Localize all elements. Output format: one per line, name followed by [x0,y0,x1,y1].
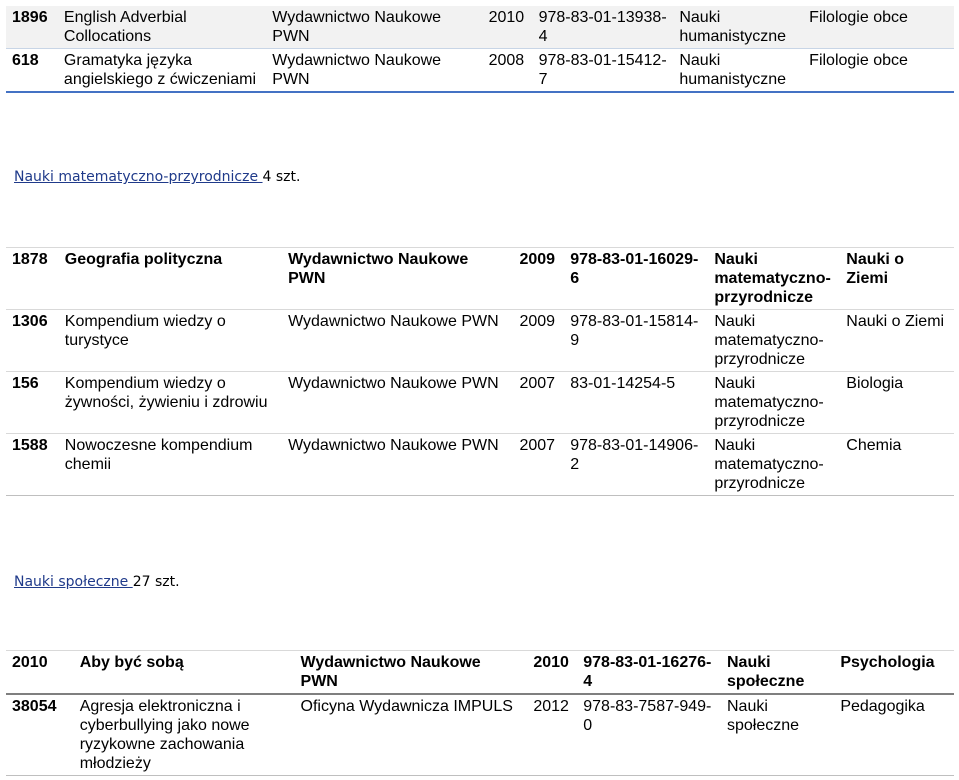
table-row [6,6,954,49]
section-heading-social-sciences [14,573,180,592]
book-isbn: 978-83-01-14906-2 [564,434,708,496]
book-title: Agresja elektroniczna i cyberbullying jako nowe ryzykowne zachowania młodzieży [74,694,295,776]
table-row [6,372,954,434]
table-row [6,694,954,776]
book-field: Nauki matematyczno-przyrodnicze [708,310,840,372]
book-publisher: Wydawnictwo Naukowe PWN [266,6,482,49]
book-title: Aby być sobą [74,651,295,695]
book-title: English Adverbial Collocations [58,6,266,49]
book-title: Nowoczesne kompendium chemii [59,434,282,496]
book-dept: Pedagogika [834,694,954,776]
book-year: 2007 [513,434,564,496]
books-table-social-sciences [6,650,954,776]
book-field: Nauki społeczne [721,651,834,695]
book-number: 618 [6,49,58,93]
item-count: 4 szt. [262,169,301,185]
book-number: 1878 [6,248,59,310]
book-title: Geografia polityczna [59,248,282,310]
book-year: 2008 [483,49,533,93]
table-row [6,310,954,372]
book-title: Gramatyka języka angielskiego z ćwiczeniami [58,49,266,93]
book-number: 156 [6,372,59,434]
book-field: Nauki matematyczno-przyrodnicze [708,434,840,496]
book-title: Kompendium wiedzy o żywności, żywieniu i zdrowiu [59,372,282,434]
book-number: 1896 [6,6,58,49]
book-number: 2010 [6,651,74,695]
book-isbn: 978-83-01-15412-7 [533,49,674,93]
section-heading-natural-sciences [14,168,300,187]
book-year: 2010 [527,651,577,695]
book-year: 2009 [513,248,564,310]
book-title: Kompendium wiedzy o turystyce [59,310,282,372]
book-isbn: 83-01-14254-5 [564,372,708,434]
book-year: 2010 [483,6,533,49]
table-row [6,248,954,310]
book-number: 1306 [6,310,59,372]
book-publisher: Oficyna Wydawnicza IMPULS [295,694,528,776]
book-isbn: 978-83-01-15814-9 [564,310,708,372]
books-table-natural-sciences [6,247,954,496]
book-dept: Psychologia [834,651,954,695]
book-year: 2009 [513,310,564,372]
table-row [6,434,954,496]
book-isbn: 978-83-01-13938-4 [533,6,674,49]
book-publisher: Wydawnictwo Naukowe PWN [282,248,513,310]
book-dept: Filologie obce [803,6,954,49]
book-publisher: Wydawnictwo Naukowe PWN [295,651,528,695]
book-number: 1588 [6,434,59,496]
book-dept: Filologie obce [803,49,954,93]
category-link[interactable]: Nauki społeczne [14,574,133,590]
book-field: Nauki humanistyczne [673,6,803,49]
book-isbn: 978-83-01-16276-4 [577,651,721,695]
books-table-humanities [6,6,954,93]
book-dept: Biologia [840,372,954,434]
book-year: 2007 [513,372,564,434]
book-dept: Chemia [840,434,954,496]
category-link[interactable]: Nauki matematyczno-przyrodnicze [14,169,263,185]
book-year: 2012 [527,694,577,776]
book-field: Nauki matematyczno-przyrodnicze [708,372,840,434]
book-field: Nauki społeczne [721,694,834,776]
book-field: Nauki matematyczno-przyrodnicze [708,248,840,310]
book-publisher: Wydawnictwo Naukowe PWN [282,310,513,372]
item-count: 27 szt. [132,574,180,590]
book-dept: Nauki o Ziemi [840,310,954,372]
book-number: 38054 [6,694,74,776]
book-publisher: Wydawnictwo Naukowe PWN [266,49,482,93]
book-field: Nauki humanistyczne [673,49,803,93]
book-isbn: 978-83-01-16029-6 [564,248,708,310]
table-row [6,651,954,695]
book-publisher: Wydawnictwo Naukowe PWN [282,372,513,434]
table-row [6,49,954,93]
book-isbn: 978-83-7587-949-0 [577,694,721,776]
book-publisher: Wydawnictwo Naukowe PWN [282,434,513,496]
book-dept: Nauki o Ziemi [840,248,954,310]
